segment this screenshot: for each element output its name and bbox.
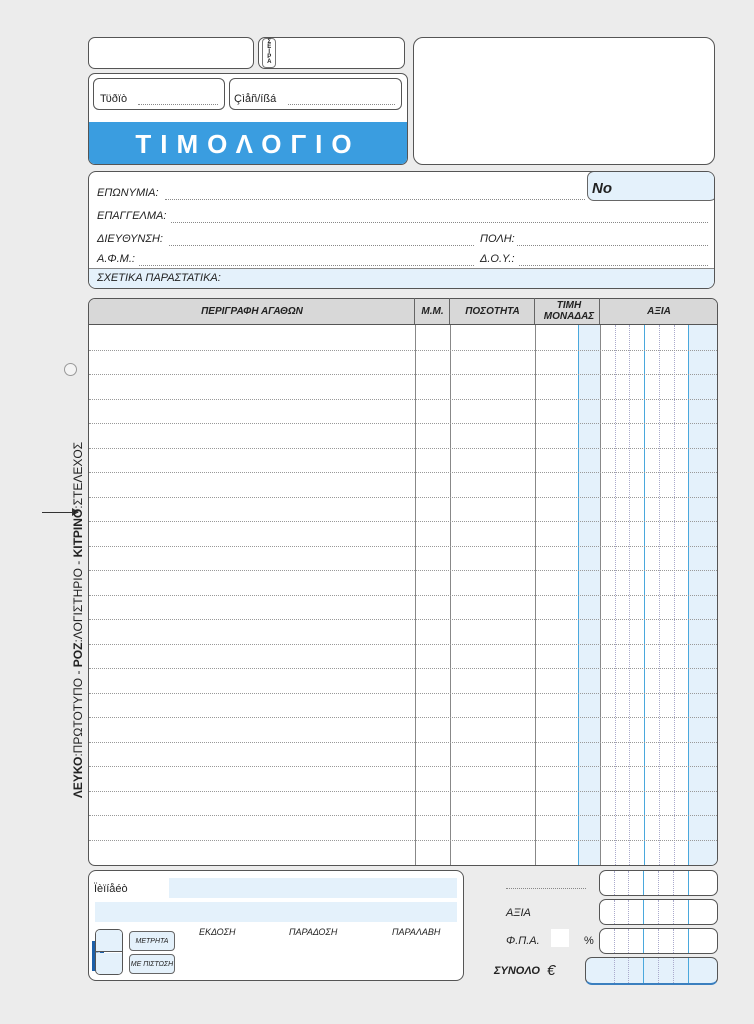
table-row (89, 644, 717, 645)
col-quantity: ΠΟΣΟΤΗΤΑ (465, 306, 520, 317)
value-label: ΑΞΙΑ (506, 907, 531, 919)
percent-sign: % (584, 935, 594, 947)
field1-box[interactable] (93, 78, 225, 110)
table-row (89, 693, 717, 694)
customer-box (88, 171, 715, 289)
totals-dotted-line (506, 888, 586, 889)
table-row (89, 350, 717, 351)
table-row (89, 374, 717, 375)
legend-yellow: ΚΙΤΡΙΝΟ (71, 508, 85, 558)
related-docs-field[interactable] (89, 268, 714, 288)
city-line[interactable] (517, 245, 708, 246)
table-row (89, 742, 717, 743)
cash-label: ΜΕΤΡΗΤΑ (135, 938, 169, 945)
table-row (89, 766, 717, 767)
total-label: ΣΥΝΟΛΟ (494, 965, 540, 977)
delivery-label: ΠΑΡΑΔΟΣΗ (289, 927, 338, 937)
table-body[interactable] (89, 325, 717, 865)
cash-checkbox[interactable] (96, 930, 122, 952)
name-label: ΕΠΩΝΥΜΙΑ: (97, 187, 159, 199)
totals-blank-box[interactable] (599, 870, 718, 896)
table-row (89, 546, 717, 547)
credit-checkbox[interactable] (96, 953, 122, 974)
table-row (89, 791, 717, 792)
field2-box[interactable] (229, 78, 402, 110)
series-left-box[interactable] (88, 37, 254, 69)
col-unit-price: ΤΙΜΗ ΜΟΝΑΔΑΣ (543, 300, 595, 322)
related-docs-label: ΣΧΕΤΙΚΑ ΠΑΡΑΣΤΑΤΙΚΑ: (97, 272, 221, 284)
total-box[interactable] (585, 957, 718, 985)
table-header (89, 299, 717, 325)
city-label: ΠΟΛΗ: (480, 233, 515, 245)
col-value: ΑΞΙΑ (647, 306, 671, 317)
legend-white: ΛΕΥΚΟ (71, 756, 85, 799)
payment-method-grid (95, 929, 123, 975)
title-bar (89, 122, 407, 164)
binder-hole (64, 363, 77, 376)
table-row (89, 423, 717, 424)
table-row (89, 497, 717, 498)
profession-label: ΕΠΑΓΓΕΛΜΑ: (97, 210, 167, 222)
table-row (89, 815, 717, 816)
name-line[interactable] (165, 199, 585, 200)
table-row (89, 595, 717, 596)
remarks-field-2[interactable] (95, 902, 457, 922)
receipt-label: ΠΑΡΑΛΑΒΗ (392, 927, 441, 937)
tax-office-label: Δ.Ο.Υ.: (480, 253, 515, 265)
series-label (262, 38, 276, 68)
series-label-text: ΣΕΙΡΑ (266, 39, 273, 64)
value-box[interactable] (599, 899, 718, 925)
legend-white-desc: :ΠΡΩΤΟΤΥΠΟ - (71, 667, 85, 757)
table-row (89, 448, 717, 449)
table-row (89, 570, 717, 571)
field2-label: Çìåñ/íßá (234, 93, 277, 105)
address-line[interactable] (169, 245, 474, 246)
profession-line[interactable] (171, 222, 708, 223)
page-title: ΤΙΜΟΛΟΓΙΟ (135, 129, 361, 159)
legend-pink-desc: :ΛΟΓΙΣΤΗΡΙΟ - (71, 557, 85, 643)
vat-label: Α.Φ.Μ.: (97, 253, 135, 265)
items-table (88, 298, 718, 866)
vat-box[interactable] (599, 928, 718, 954)
legend-yellow-desc: :ΣΤΕΛΕΧΟΣ (71, 441, 85, 509)
field1-label: Τϋðïò (100, 93, 128, 105)
table-row (89, 472, 717, 473)
footer-box (88, 870, 464, 981)
table-row (89, 399, 717, 400)
tax-office-line[interactable] (519, 265, 708, 266)
number-field[interactable] (587, 171, 715, 201)
euro-icon: € (547, 962, 556, 979)
credit-option[interactable] (129, 954, 175, 974)
table-row (89, 619, 717, 620)
table-row (89, 668, 717, 669)
legend-pink: ΡΟΖ (71, 642, 85, 668)
vat-line[interactable] (139, 265, 474, 266)
vat-rate-field[interactable] (551, 929, 569, 947)
table-row (89, 521, 717, 522)
series-right-box[interactable] (258, 37, 405, 69)
table-row (89, 840, 717, 841)
issuer-box[interactable] (413, 37, 715, 165)
credit-label: ΜΕ ΠΙΣΤΩΣΗ (130, 961, 174, 968)
cash-option[interactable] (129, 931, 175, 951)
table-row (89, 717, 717, 718)
col-unit: Μ.Μ. (421, 306, 444, 317)
address-label: ΔΙΕΥΘΥΝΣΗ: (97, 233, 163, 245)
title-block (88, 73, 408, 165)
copy-legend (70, 430, 86, 810)
issue-label: ΕΚΔΟΣΗ (199, 927, 236, 937)
remarks-label: Ïèïíåéò (94, 883, 128, 895)
vat-total-label: Φ.Π.Α. (506, 935, 540, 947)
remarks-field-1[interactable] (169, 878, 457, 898)
col-description: ΠΕΡΙΓΡΑΦΗ ΑΓΑΘΩΝ (201, 306, 303, 317)
number-label: No (592, 180, 612, 197)
